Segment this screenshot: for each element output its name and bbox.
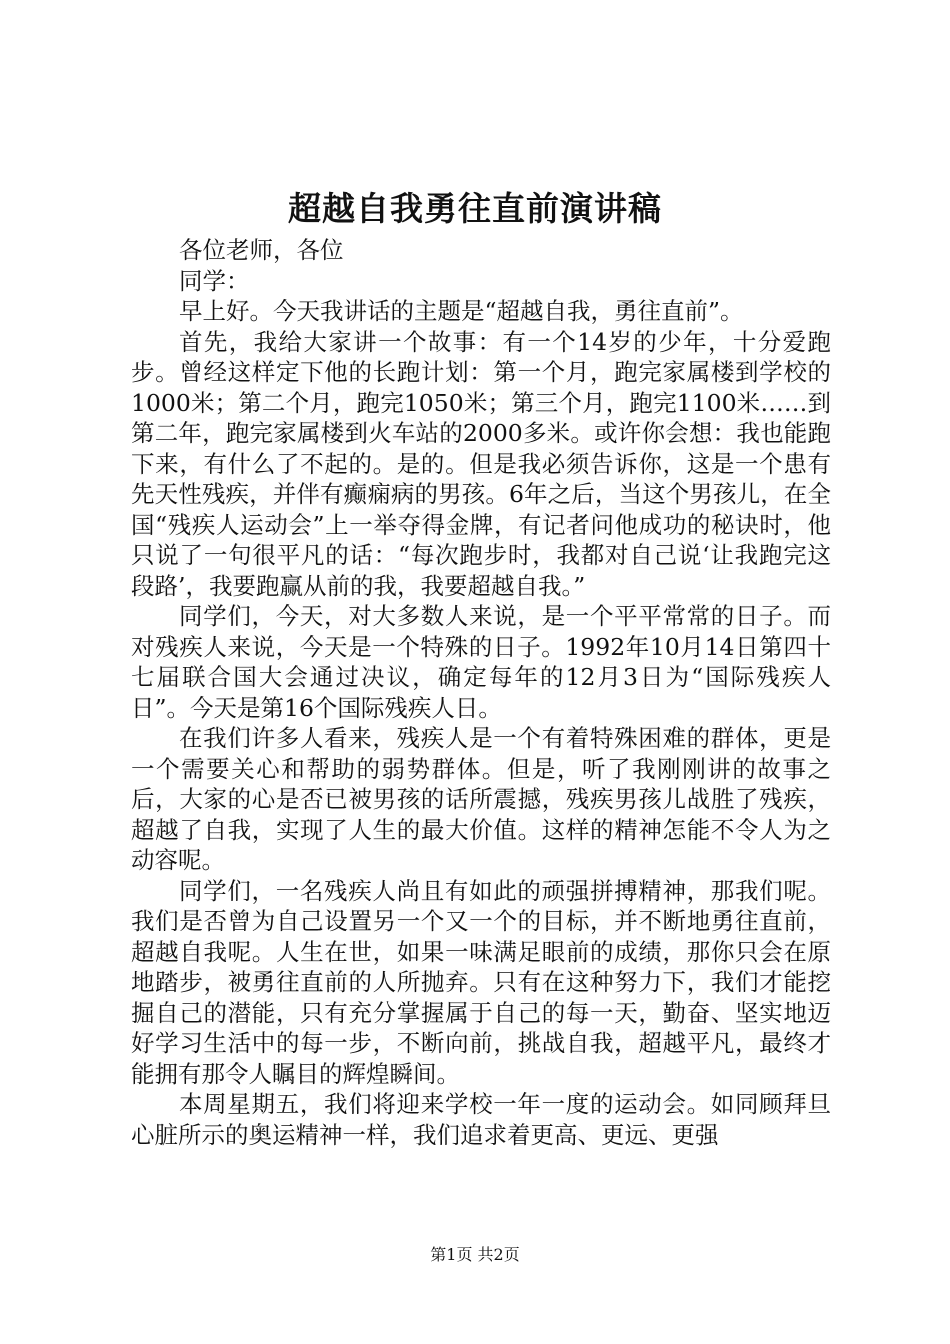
page-number-footer: 第1页 共2页 <box>430 1245 520 1264</box>
paragraph-greeting: 早上好。今天我讲话的主题是“超越自我，勇往直前”。 <box>179 297 744 325</box>
document-body <box>131 235 831 1150</box>
salutation-line-1: 各位老师，各位 <box>179 236 344 264</box>
paragraph-sports-meet: 本周星期五，我们将迎来学校一年一度的运动会。如同顾拜旦心脏所示的奥运精神一样，我们追求着更高、更远、更强 <box>131 1090 831 1149</box>
paragraph-challenge: 同学们，一名残疾人尚且有如此的顽强拼搏精神，那我们呢。我们是否曾为自己设置另一个又一个的目标，并不断地勇往直前，超越自我呢。人生在世，如果一味满足眼前的成绩，那你只会在原地踏步，被勇往直前的人所抛弃。只有在这种努力下，我们才能挖掘自己的潜能，只有充分掌握属于自己的每一天，勤奋、坚实地迈好学习生活中的每一步，不断向前，挑战自我，超越平凡，最终才能拥有那令人瞩目的辉煌瞬间。 <box>131 876 831 1088</box>
document-title: 超越自我勇往直前演讲稿 <box>288 189 662 228</box>
paragraph-story: 首先，我给大家讲一个故事：有一个14岁的少年，十分爱跑步。曾经这样定下他的长跑计划：第一个月，跑完家属楼到学校的1000米；第二个月，跑完1050米；第三个月，跑完1100米……到第二年，跑完家属楼到火车站的2000多米。或许你会想：我也能跑下来，有什么了不起的。是的。但是我必须告诉你，这是一个患有先天性残疾，并伴有癫痫病的男孩。6年之后，当这个男孩儿，在全国“残疾人运动会”上一举夺得金牌，有记者问他成功的秘诀时，他只说了一句很平凡的话：“每次跑步时，我都对自己说‘让我跑完这段路’，我要跑赢从前的我，我要超越自我。” <box>131 327 831 600</box>
salutation-line-2: 同学： <box>179 266 250 295</box>
paragraph-disability-day: 同学们，今天，对大多数人来说，是一个平平常常的日子。而对残疾人来说，今天是一个特殊的日子。1992年10月14日第四十七届联合国大会通过决议，确定每年的12月3日为“国际残疾人日”。今天是第16个国际残疾人日。 <box>131 602 831 722</box>
paragraph-reflection: 在我们许多人看来，残疾人是一个有着特殊困难的群体，更是一个需要关心和帮助的弱势群体。但是，听了我刚刚讲的故事之后，大家的心是否已被男孩的话所震撼，残疾男孩儿战胜了残疾，超越了自我，实现了人生的最大价值。这样的精神怎能不令人为之动容呢。 <box>131 724 831 874</box>
